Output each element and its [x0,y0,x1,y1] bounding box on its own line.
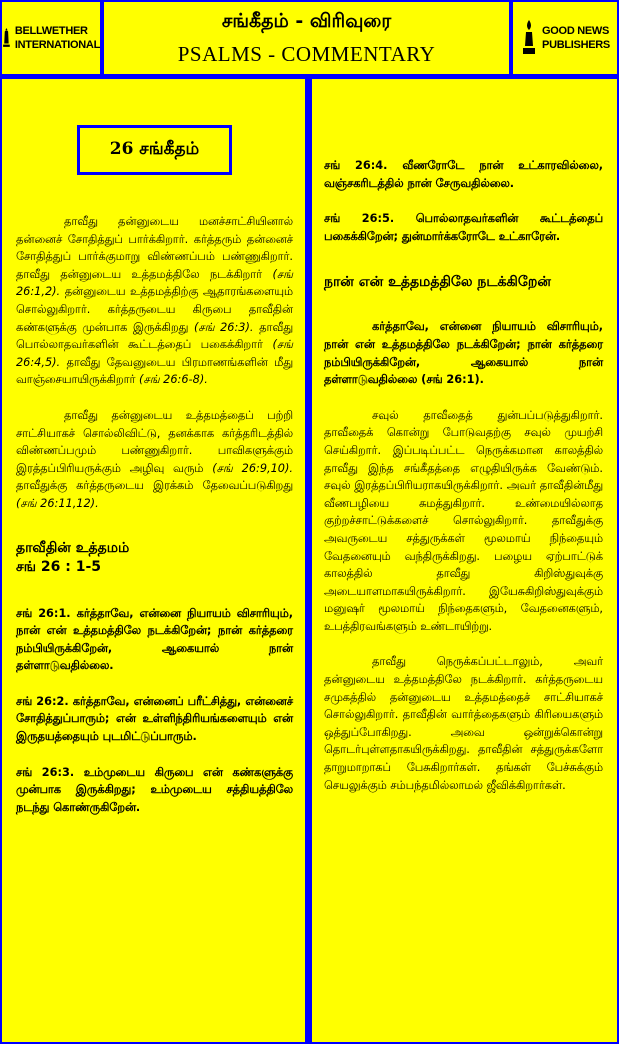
bellwether-logo [2,2,100,74]
logo-right-line2: PUBLISHERS [542,39,610,51]
key-verse-quote: கர்த்தாவே, என்னை நியாயம் விசாரியும், நான் என் உத்தமத்திலே நடக்கிறேன்; நான் கர்த்தரை நம்பியிருக்கிறேன், ஆகையால் நான் தள்ளாடுவதில்லை (சங் 26:1). [324,320,603,387]
header [0,0,619,76]
logo-left-line2: INTERNATIONAL [14,39,100,51]
ref-5: (சங் 26:9,10). [212,461,293,475]
title-box [104,2,509,74]
section-heading-ref: சங் 26 : 1-5 [16,558,102,575]
title-english: PSALMS - COMMENTARY [177,42,436,66]
intro-text-1c: தாவீது பொல்லாதவர்களின் கூட்டத்தைப் பகைக்கிறார் [16,320,293,352]
lamp-icon [520,18,538,58]
logo-left-line1: BELLWETHER [14,25,88,37]
verse-4: சங் 26:4. வீணரோடே நான் உட்காரவில்லை, வஞ்சகரிடத்தில் நான் சேருவதில்லை. [324,159,603,190]
ref-6: (சங் 26:11,12). [16,496,99,510]
ref-2: (சங் 26:3). [193,320,254,334]
commentary-paragraph-2: தாவீது நெருக்கப்பட்டாலும், அவர் தன்னுடைய உத்தமத்திலே நடக்கிறார். கர்த்தருடைய சமுகத்தில் தன்னுடைய உத்தமத்தைச் சாட்சியாகச் சொல்லுகிறார். தாவீதின் வார்த்தைகளும் கிரியைகளும் ஒத்துப்போகிறது. அவை ஒன்றுக்கொன்று தொடர்புள்ளதாகயிருக்கிறது. தாவீதின் சத்துருக்களோ தாறுமாறாகப் பேசுகிறார்கள். தங்கள் பேச்சுக்கும் செயலுக்கும் சம்பந்தமில்லாமல் ஜீவிக்கிறார்கள். [324,655,603,792]
right-heading: நான் என் உத்தமத்திலே நடக்கிறேன் [324,274,551,291]
title-tamil: சங்கீதம் - விரிவுரை [221,10,392,32]
verse-2: சங் 26:2. கர்த்தாவே, என்னைப் பரீட்சித்து, என்னைச் சோதித்துப்பாரும்; என் உள்ளிந்திரியங்களையும் என் இருதயத்தையும் புடமிட்டுப்பாரும். [16,694,293,744]
intro-paragraph-2 [16,407,293,513]
right-column [312,79,617,1042]
section-heading [16,539,293,577]
verse-3: சங் 26:3. உம்முடைய கிருபை என் கண்களுக்கு முன்பாக இருக்கிறது; உம்முடைய சத்தியத்திலே நடந்து கொண்ருகிறேன். [16,765,293,814]
verse-5: சங் 26:5. பொல்லாதவர்களின் கூட்டத்தைப் பகைக்கிறேன்; துன்மார்க்கரோடே உட்காரேன். [324,212,603,243]
logo-right-line1: GOOD NEWS [542,25,610,37]
intro-text-2: தாவீது தன்னுடைய உத்தமத்தைப் பற்றி சாட்சியாகச் சொல்லிவிட்டு, தனக்காக கர்த்தரிடத்தில் விண்ணப்பமும் பண்ணுகிறார். பாவிகளுக்கும் இரத்தப்பிரியருக்கும் அழிவு வரும் [16,408,293,475]
ref-3: (சங் 26:4,5). [16,338,294,369]
intro-text-1: தாவீது தன்னுடைய மனச்சாட்சியினால் தன்னைச் சோதித்துப் பார்க்கிறார். கர்த்தரும் தன்னைச் சோதித்துப் பார்க்குமாறு விண்ணப்பம் பண்ணுகிறார். தாவீது தன்னுடைய உத்தமத்திலே நடக்கிறார் [16,215,293,281]
section-heading-title: தாவீதின் உத்தமம் [16,539,130,556]
ref-1: (சங் 26:1,2). [16,267,293,299]
bellwether-logo-text [15,24,100,52]
ref-4: (சங் 26:6-8). [139,373,208,387]
bell-icon [2,18,11,58]
commentary-paragraph-1: சவுல் தாவீதைத் துன்பப்படுத்துகிறார். தாவீதைக் கொன்று போடுவதற்கு சவுல் முயற்சி செய்கிறார். இப்படிப்பட்ட நெருக்கமான காலத்தில் தாவீது இந்த சங்கீதத்தை எழுதியிருக்க வேண்டும். சவுல் இரத்தப்பிரியராகயிருக்கிறார். அவர் தாவீதின்மீது வீணபழியை சுமத்துகிறார். உண்மையில்லாத குற்றச்சாட்டுக்களைச் சொல்லுகிறார். தாவீதுக்கு அவருடைய சத்துருக்கள் மூலமாய் நிந்தையும் வேதனையும் வந்திருக்கிறது. பழைய ஏற்பாட்டுக் காலத்தில் தாவீது கிறிஸ்துவுக்கு அடையாளமாகயிருக்கிறார். இயேசுகிறிஸ்துவுக்கும் மனுஷர் மூலமாய் நிந்தைகளும், வேதனைகளும், உபத்திரவங்களும் உண்டாயிற்று. [324,408,603,633]
intro-text-1b: தன்னுடைய உத்தமத்திற்கு ஆதாரங்களையும் சொல்லுகிறார். கர்த்தருடைய கிருபை தாவீதின் கண்களுக்கு முன்பாக இருக்கிறது [16,285,294,334]
intro-text-2b: தாவீதுக்கு கர்த்தருடைய இரக்கம் தேவைப்படுகிறது [16,479,293,493]
intro-text-1d: தாவீது தேவனுடைய பிரமாணங்களின் மீது வாஞ்சையாயிருக்கிறார் [16,355,293,387]
good-news-logo-text [542,24,610,52]
good-news-logo [513,2,617,74]
intro-paragraph-1 [16,213,293,389]
verse-1: சங் 26:1. கர்த்தாவே, என்னை நியாயம் விசாரியும், நான் என் உத்தமத்திலே நடக்கிறேன்; நான் கர்த்தரை நம்பியிருக்கிறேன், ஆகையால் நான் தள்ளாடுவதில்லை. [16,606,293,673]
chapter-title: 26 சங்கீதம் [77,125,232,175]
left-column [2,79,305,1042]
